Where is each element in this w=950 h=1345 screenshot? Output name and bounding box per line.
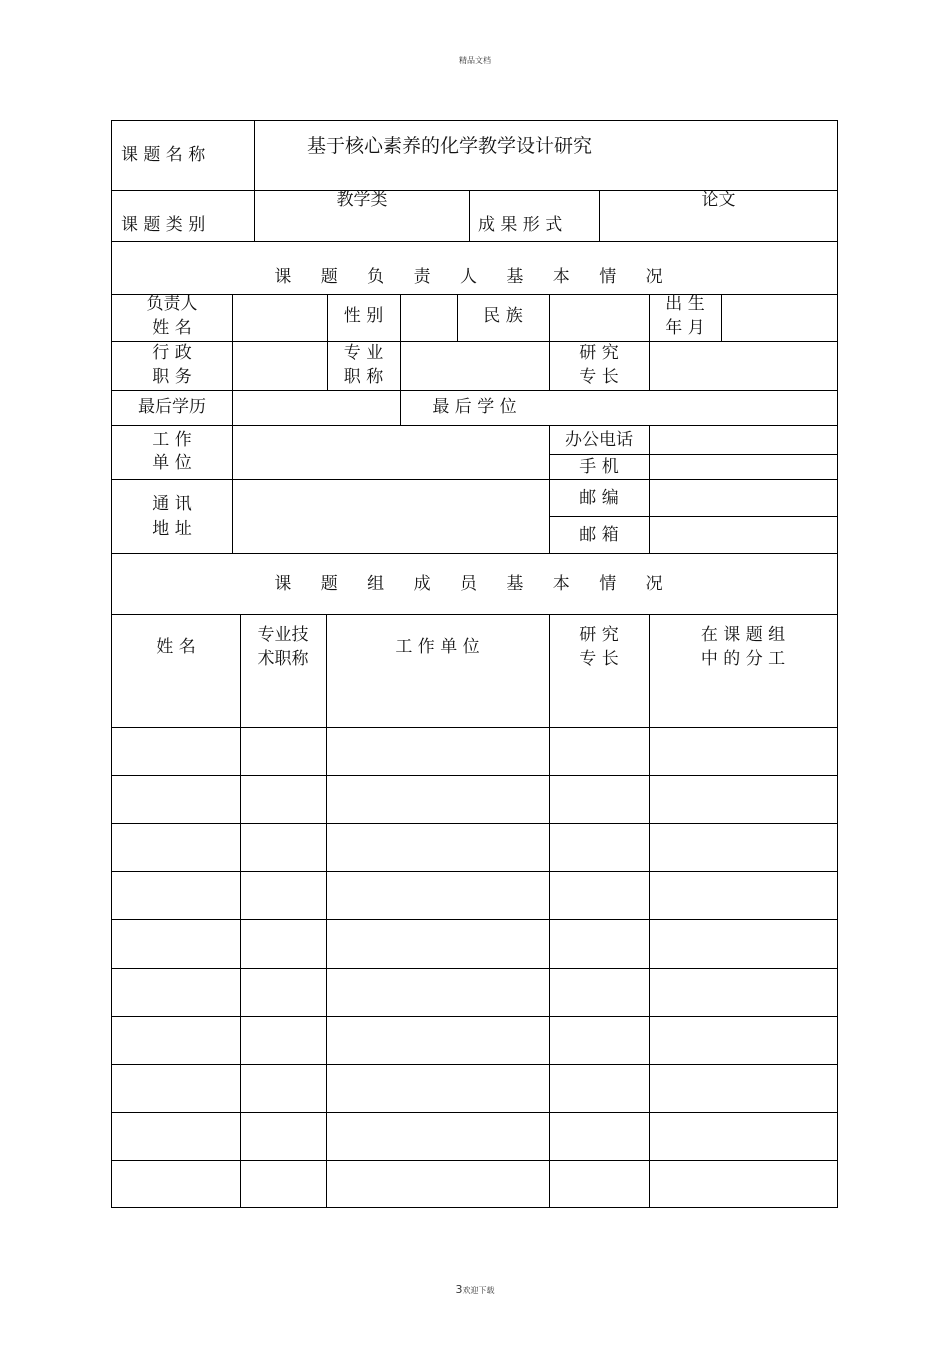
leader-name-label-line1: 负责人 bbox=[146, 294, 198, 314]
topic-name-value: 基于核心素养的化学教学设计研究 bbox=[307, 135, 593, 157]
footer-text: 欢迎下载 bbox=[462, 1286, 495, 1295]
member-row-divider bbox=[112, 775, 837, 776]
education-label: 最后学历 bbox=[138, 397, 206, 417]
member-row-divider bbox=[112, 871, 837, 872]
research-label-line1: 研 究 bbox=[579, 343, 619, 363]
leader-name-label-line2: 姓 名 bbox=[152, 318, 192, 338]
page-number: 3 bbox=[455, 1283, 463, 1296]
member-row-divider bbox=[112, 1016, 837, 1017]
workplace-label-line2: 单 位 bbox=[152, 453, 192, 473]
member-row-divider bbox=[112, 823, 837, 824]
member-col-role-line2: 中 的 分 工 bbox=[700, 649, 786, 669]
pro-title-label-line1: 专 业 bbox=[343, 343, 384, 363]
page-footer bbox=[0, 1283, 950, 1296]
member-row-divider bbox=[112, 727, 837, 728]
member-col-workplace: 工 作 单 位 bbox=[395, 637, 480, 657]
result-form-value: 论文 bbox=[701, 190, 736, 210]
research-label-line2: 专 长 bbox=[579, 367, 619, 387]
email-label: 邮 箱 bbox=[579, 525, 619, 545]
pro-title-label-line2: 职 称 bbox=[343, 367, 384, 387]
member-row-divider bbox=[112, 968, 837, 969]
workplace-label-line1: 工 作 bbox=[152, 430, 192, 450]
address-label-line2: 地 址 bbox=[152, 519, 192, 539]
member-col-role-line1: 在 课 题 组 bbox=[700, 625, 786, 645]
member-col-name: 姓 名 bbox=[156, 637, 196, 657]
office-phone-label: 办公电话 bbox=[565, 430, 633, 450]
member-col-title-line2: 术职称 bbox=[257, 649, 309, 669]
member-col-research-line2: 专 长 bbox=[579, 649, 619, 669]
member-row-divider bbox=[112, 1160, 837, 1161]
topic-name-label: 课 题 名 称 bbox=[121, 145, 206, 165]
admin-post-label-line1: 行 政 bbox=[152, 343, 192, 363]
birth-label-line1: 出 生 bbox=[665, 294, 705, 314]
topic-category-label: 课 题 类 别 bbox=[121, 215, 206, 235]
result-form-label: 成 果 形 式 bbox=[478, 215, 563, 235]
degree-label: 最 后 学 位 bbox=[432, 397, 517, 417]
member-row-divider bbox=[112, 1112, 837, 1113]
admin-post-label-line2: 职 务 bbox=[152, 367, 192, 387]
member-col-title-line1: 专业技 bbox=[257, 625, 309, 645]
member-col-research-line1: 研 究 bbox=[579, 625, 619, 645]
mobile-label: 手 机 bbox=[579, 457, 619, 477]
project-application-form bbox=[111, 120, 838, 1208]
gender-label: 性 别 bbox=[343, 306, 384, 326]
address-label-line1: 通 讯 bbox=[152, 494, 192, 514]
members-section-title: 课 题 组 成 员 基 本 情 况 bbox=[274, 574, 675, 594]
page-header: 精品文档 bbox=[459, 56, 491, 65]
member-row-divider bbox=[112, 1064, 837, 1065]
topic-category-value: 教学类 bbox=[336, 190, 388, 210]
postcode-label: 邮 编 bbox=[579, 488, 619, 508]
birth-label-line2: 年 月 bbox=[665, 318, 705, 338]
leader-section-title: 课 题 负 责 人 基 本 情 况 bbox=[274, 267, 675, 287]
member-row-divider bbox=[112, 919, 837, 920]
ethnicity-label: 民 族 bbox=[483, 306, 523, 326]
